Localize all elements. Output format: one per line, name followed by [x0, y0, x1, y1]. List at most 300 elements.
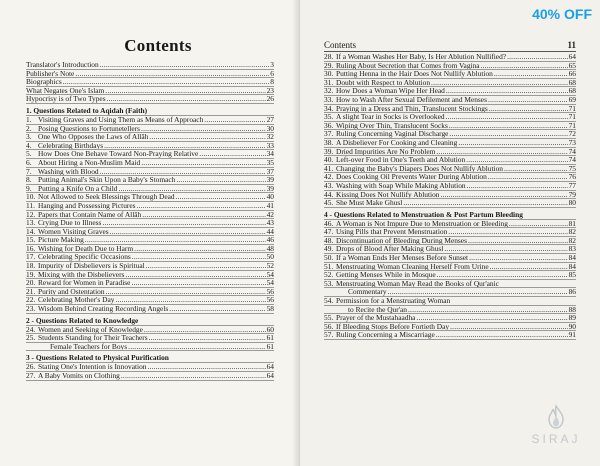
toc-leader-dots — [132, 253, 266, 261]
toc-entry-title: Praying in a Dress and Thin, Translucent Stockings — [336, 104, 488, 113]
toc-entry-label — [324, 113, 445, 121]
toc-entry-label — [26, 70, 74, 78]
toc-entry-label — [324, 314, 415, 322]
toc-leader-dots — [509, 220, 568, 228]
toc-entry-number: 28. — [324, 53, 334, 61]
toc-leader-dots — [144, 326, 266, 334]
toc-entry-page: 69 — [568, 94, 576, 104]
toc-leader-dots — [176, 193, 266, 201]
toc-entry-label — [26, 228, 109, 236]
logo-wordmark: SIRAJ — [531, 432, 581, 446]
toc-entry — [26, 168, 274, 177]
toc-entry-title: A Disbeliever For Cooking and Cleaning — [336, 138, 458, 147]
toc-entry-page: 27 — [266, 114, 274, 124]
toc-entry — [26, 142, 274, 151]
toc-entry-page: 73 — [568, 137, 576, 147]
toc-entry — [324, 156, 576, 165]
toc-entry-label — [26, 343, 127, 351]
toc-entry-title: Celebrating Specific Occasions — [38, 253, 131, 262]
toc-entry-title: Using Pills that Prevent Menstruation — [336, 228, 448, 236]
toc-entry-page: 80 — [568, 198, 576, 208]
toc-entry-page: 42 — [266, 209, 274, 219]
toc-entry-label — [324, 306, 407, 314]
toc-entry-title: Mixing with the Disbelievers — [38, 270, 125, 279]
toc-entry — [26, 125, 274, 134]
toc-entry-label — [26, 372, 120, 380]
toc-leader-dots — [436, 148, 567, 156]
toc-entry-number: 2. — [26, 124, 32, 133]
toc-entry-number: 4. — [26, 141, 32, 150]
toc-leader-dots — [449, 130, 567, 138]
toc-leader-dots — [142, 211, 265, 219]
toc-entry — [26, 236, 274, 245]
toc-entry — [26, 87, 274, 96]
toc-entry — [324, 254, 576, 263]
toc-entry-number: 55. — [324, 314, 334, 322]
toc-entry-number: 56. — [324, 322, 334, 331]
toc-entry — [26, 150, 274, 159]
toc-entry-title: Drops of Blood After Making Ghusl — [336, 245, 444, 254]
toc-entry — [26, 202, 274, 211]
toc-entry-page: 65 — [568, 60, 576, 70]
toc-entry — [324, 79, 576, 88]
toc-leader-dots — [121, 372, 266, 380]
toc-entry-title: Posing Questions to Fortunetellers — [38, 124, 141, 133]
toc-entry-page: 32 — [266, 132, 274, 142]
toc-entry-title: Wishing for Death Due to Harm — [38, 244, 134, 253]
toc-entry — [324, 288, 576, 297]
toc-entry-number: 24. — [26, 325, 36, 334]
toc-entry — [26, 219, 274, 228]
toc-entry-number: 47. — [324, 228, 334, 236]
toc-entry-label — [26, 296, 114, 304]
toc-entry-label — [324, 87, 445, 95]
toc-entry-title: Doubt with Respect to Ablution — [336, 78, 431, 87]
toc-entry-label — [324, 228, 447, 236]
toc-entry-label — [26, 87, 104, 95]
toc-entry-page: 85 — [568, 270, 576, 280]
toc-entry-label — [324, 280, 499, 288]
toc-entry-title: Ruling Concerning a Miscarriage — [336, 331, 435, 339]
toc-entry-title: to Recite the Qur'an — [348, 305, 407, 314]
toc-leader-dots — [436, 331, 568, 339]
toc-entry — [324, 105, 576, 114]
toc-entry-title: Hanging and Possessing Pictures — [38, 201, 136, 210]
toc-entry — [26, 95, 274, 104]
toc-entry-page: 82 — [568, 235, 576, 245]
toc-entry-title: Reward for Women in Paradise — [38, 279, 131, 287]
toc-entry-page: 43 — [266, 218, 274, 228]
toc-entry-title: Does Cooking Oil Prevents Water During Ablution — [336, 173, 487, 181]
toc-entry — [324, 314, 576, 323]
section-heading: 1. Questions Related to Aqidah (Faith) — [26, 107, 274, 116]
toc-leader-dots — [141, 159, 265, 167]
toc-entry-number: 15. — [26, 236, 36, 244]
toc-entry-label — [324, 245, 443, 253]
toc-entry-number: 16. — [26, 244, 36, 253]
toc-entry-number: 10. — [26, 193, 36, 201]
toc-entry-title: Visiting Graves and Using Them as Means of Approach — [38, 115, 204, 124]
toc-leader-dots — [408, 306, 568, 314]
toc-entry-page: 71 — [568, 120, 576, 130]
toc-entry-label — [26, 142, 103, 150]
toc-entry-page: 72 — [568, 129, 576, 139]
toc-entry-number: 30. — [324, 70, 334, 78]
toc-entry-label — [26, 288, 105, 296]
toc-entry-label — [26, 78, 62, 86]
toc-entry-page: 35 — [266, 157, 274, 167]
toc-leader-dots — [115, 296, 265, 304]
toc-entry-title: Papers that Contain Name of Allāh — [38, 210, 142, 219]
toc-entry-label — [324, 323, 449, 331]
toc-entry-label — [324, 297, 450, 305]
toc-entry — [26, 159, 274, 168]
toc-entry-title: Publisher's Note — [26, 69, 75, 78]
toc-entry-title: About Hiring a Non-Muslim Maid — [38, 158, 141, 167]
toc-entry-number: 1. — [26, 115, 32, 124]
toc-entry-number: 32. — [324, 87, 334, 95]
toc-entry-title: Students Standing for Their Teachers — [38, 334, 148, 342]
toc-leader-dots — [488, 96, 568, 104]
toc-entry-title: Menstruating Woman May Read the Books of Qur'anic — [336, 279, 499, 288]
toc-entry-title: Wiping Over Thin, Translucent Socks — [336, 121, 448, 130]
toc-entry — [324, 228, 576, 237]
toc-entry-label — [324, 105, 488, 113]
toc-entry-title: How Does a Woman Wipe Her Head — [336, 87, 445, 95]
toc-entry-title: Washing with Soap While Making Ablution — [336, 181, 466, 190]
toc-entry-page: 86 — [568, 287, 576, 297]
toc-leader-dots — [110, 228, 266, 236]
toc-entry — [324, 70, 576, 79]
toc-entry-label — [324, 199, 402, 207]
toc-entry-label — [324, 79, 430, 87]
toc-entry-title: Prayer of the Mustahaadha — [336, 314, 416, 322]
toc-entry-label — [324, 191, 439, 199]
toc-entry-page: 6 — [270, 68, 274, 78]
toc-entry-number: 20. — [26, 279, 36, 287]
toc-entry-number: 17. — [26, 253, 36, 262]
toc-entry-page: 90 — [568, 321, 576, 331]
toc-entry — [324, 199, 576, 208]
toc-entry — [26, 271, 274, 280]
toc-leader-dots — [444, 245, 567, 253]
toc-leader-dots — [440, 191, 567, 199]
toc-entry-number: 39. — [324, 147, 334, 156]
toc-entry-label — [26, 202, 136, 210]
toc-entry — [324, 331, 576, 340]
toc-entry-label — [324, 263, 489, 271]
toc-leader-dots — [437, 271, 568, 279]
toc-entry — [324, 245, 576, 254]
toc-entry-label — [26, 61, 99, 69]
toc-entry-number: 52. — [324, 271, 334, 279]
toc-entry-page: 54 — [266, 278, 274, 288]
toc-entry — [324, 148, 576, 157]
toc-leader-dots — [134, 245, 265, 253]
toc-entry-label — [324, 237, 467, 245]
toc-entry-page: 33 — [266, 140, 274, 150]
toc-entry-page: 75 — [568, 163, 576, 173]
toc-entry — [26, 185, 274, 194]
toc-leader-dots — [403, 199, 567, 207]
toc-entry-number: 34. — [324, 104, 334, 113]
toc-entry-page: 46 — [266, 235, 274, 245]
toc-entry-page: 76 — [568, 172, 576, 182]
toc-entry-number: 49. — [324, 245, 334, 254]
section-heading: 3 - Questions Related to Physical Purification — [26, 354, 274, 363]
toc-leader-dots — [481, 62, 568, 70]
toc-leader-dots — [100, 168, 266, 176]
toc-entry-page: 84 — [568, 261, 576, 271]
toc-entry-title: Kissing Does Not Nullify Ablution — [336, 190, 440, 199]
toc-leader-dots — [104, 142, 266, 150]
toc-entry-label — [26, 211, 141, 219]
toc-entry — [26, 279, 274, 288]
toc-leader-dots — [204, 116, 265, 124]
toc-entry-title: A Baby Vomits on Clothing — [38, 372, 120, 380]
toc-entry — [324, 173, 576, 182]
toc-entry-title: Putting Henna in the Hair Does Not Nullify Ablution — [336, 70, 493, 78]
toc-leader-dots — [469, 254, 568, 262]
toc-entry-number: 40. — [324, 156, 334, 164]
toc-leader-dots — [388, 288, 568, 296]
toc-entry-title: Dried Impurities Are No Problem — [336, 147, 436, 156]
toc-entry-page: 81 — [568, 218, 576, 228]
toc-entry-title: She Must Make Ghusl — [336, 199, 403, 207]
toc-entry-number: 50. — [324, 254, 334, 262]
toc-leader-dots — [131, 279, 265, 287]
toc-entry-page: 41 — [266, 200, 274, 210]
toc-entry — [324, 87, 576, 96]
toc-entry-label — [324, 148, 435, 156]
toc-entry-label — [324, 182, 466, 190]
toc-entry-label — [26, 262, 145, 270]
toc-entry-number: 11. — [26, 201, 35, 210]
toc-entry-number: 8. — [26, 176, 32, 184]
toc-entry-page: 48 — [266, 243, 274, 253]
running-header-page: 11 — [567, 40, 576, 50]
toc-leader-dots — [125, 271, 265, 279]
toc-entry-number: 3. — [26, 133, 32, 141]
toc-entry-number: 26. — [26, 363, 36, 371]
toc-entry-label — [26, 279, 130, 287]
toc-entry-page: 3 — [270, 60, 274, 69]
toc-entry-title: A slight Tear in Socks is Overlooked — [336, 113, 445, 121]
toc-entry-page: 71 — [568, 103, 576, 113]
toc-entry-title: Biographics — [26, 78, 62, 86]
toc-leader-dots — [176, 176, 265, 184]
toc-entry-page: 83 — [568, 244, 576, 254]
toc-entry-title: Getting Menses While in Mosque — [336, 271, 436, 279]
right-page — [300, 0, 600, 466]
toc-entry-number: 22. — [26, 296, 36, 305]
toc-leader-dots — [468, 237, 568, 245]
toc-entry-label — [26, 168, 99, 176]
toc-entry-title: Crying Due to Illness — [38, 219, 102, 227]
toc-entry-label — [26, 363, 147, 371]
toc-entry-page: 54 — [266, 269, 274, 279]
toc-entry-title: A Woman is Not Impure Due to Menstruation or Bleeding — [336, 219, 508, 228]
toc-leader-dots — [199, 150, 265, 158]
toc-entry-page: 82 — [568, 227, 576, 237]
toc-entry-page: 40 — [266, 192, 274, 202]
toc-entry-label — [26, 326, 143, 334]
toc-entry — [26, 363, 274, 372]
toc-entry-label — [324, 96, 487, 104]
toc-entry — [324, 165, 576, 174]
toc-entry-number: 5. — [26, 150, 32, 158]
toc-entry-label — [324, 331, 435, 339]
toc-entry-number: 18. — [26, 262, 36, 270]
toc-entry-number: 43. — [324, 181, 334, 190]
toc-entry-page: 77 — [568, 180, 576, 190]
toc-entry-label — [324, 288, 387, 296]
toc-entry-page: 68 — [568, 86, 576, 96]
toc-entry-number: 7. — [26, 167, 32, 176]
toc-entry-label — [324, 53, 506, 61]
toc-entry-page: 26 — [266, 94, 274, 104]
toc-entry — [324, 113, 576, 122]
toc-entry-title: Hypocrisy is of Two Types — [26, 95, 106, 103]
toc-entry-number: 41. — [324, 164, 334, 173]
toc-entry-title: Wisdom Behind Creating Recording Angels — [38, 305, 169, 313]
toc-leader-dots — [106, 288, 266, 296]
toc-entry — [26, 253, 274, 262]
toc-entry — [324, 323, 576, 332]
toc-leader-dots — [446, 113, 568, 121]
toc-leader-dots — [146, 262, 266, 270]
toc-leader-dots — [107, 95, 266, 103]
toc-entry — [26, 262, 274, 271]
toc-entry-number: 6. — [26, 158, 32, 167]
toc-entry-page: 58 — [266, 304, 274, 314]
toc-entry-title: Female Teachers for Boys — [50, 342, 128, 351]
toc-entry-page: 23 — [266, 85, 274, 95]
section-heading: 4 - Questions Related to Menstruation & Post Partum Bleeding — [324, 211, 576, 220]
toc-entry-number: 54. — [324, 297, 334, 305]
toc-entry-title: Picture Making — [38, 236, 84, 244]
toc-leader-dots — [118, 185, 265, 193]
left-toc — [26, 61, 274, 381]
toc-leader-dots — [148, 363, 266, 371]
toc-entry — [26, 245, 274, 254]
toc-entry — [324, 220, 576, 229]
toc-leader-dots — [494, 70, 568, 78]
toc-leader-dots — [490, 263, 568, 271]
toc-leader-dots — [169, 305, 265, 313]
toc-leader-dots — [466, 156, 567, 164]
toc-leader-dots — [85, 236, 266, 244]
toc-entry — [26, 305, 274, 314]
toc-entry-number: 57. — [324, 331, 334, 339]
toc-entry-page: 89 — [568, 313, 576, 323]
toc-entry-page: 37 — [266, 166, 274, 176]
toc-entry-page: 39 — [266, 175, 274, 185]
toc-entry — [26, 334, 274, 343]
flame-icon — [543, 404, 569, 430]
toc-leader-dots — [504, 165, 568, 173]
toc-entry-page: 61 — [266, 333, 274, 343]
toc-entry-title: Permission for a Menstruating Woman — [336, 297, 451, 305]
toc-entry-label — [26, 176, 175, 184]
toc-entry-label — [26, 236, 84, 244]
toc-entry-number: 21. — [26, 287, 36, 296]
toc-entry-title: Ruling Concerning Vaginal Discharge — [336, 130, 449, 138]
toc-entry-page: 64 — [568, 52, 576, 61]
toc-leader-dots — [467, 182, 568, 190]
toc-entry — [26, 61, 274, 70]
toc-entry-label — [324, 220, 508, 228]
toc-entry-number: 42. — [324, 173, 334, 181]
toc-entry-title: If Bleeding Stops Before Fortieth Day — [336, 322, 450, 331]
toc-entry-label — [324, 156, 465, 164]
toc-leader-dots — [63, 78, 270, 86]
toc-entry-title: How Does One Behave Toward Non-Praying Relative — [38, 150, 199, 158]
toc-entry-number: 46. — [324, 219, 334, 228]
right-toc — [324, 53, 576, 340]
toc-entry — [26, 211, 274, 220]
toc-entry-label — [26, 193, 175, 201]
toc-entry-label — [324, 139, 457, 147]
toc-entry — [324, 62, 576, 71]
toc-leader-dots — [102, 219, 265, 227]
toc-entry-page: 34 — [266, 149, 274, 159]
toc-entry-number: 31. — [324, 78, 334, 87]
toc-leader-dots — [458, 139, 567, 147]
toc-entry-title: Ruling About Secretion that Comes from Vagina — [336, 61, 480, 70]
toc-entry-title: Washing with Blood — [38, 167, 99, 176]
toc-leader-dots — [489, 105, 568, 113]
toc-entry-number: 37. — [324, 130, 334, 138]
toc-entry-number: 38. — [324, 138, 334, 147]
toc-entry-page: 52 — [266, 261, 274, 271]
toc-entry-label — [324, 70, 493, 78]
toc-entry — [324, 130, 576, 139]
toc-entry-label — [26, 245, 133, 253]
toc-entry-title: Commentary — [348, 288, 387, 297]
toc-entry-page: 56 — [266, 295, 274, 305]
toc-entry — [26, 78, 274, 87]
toc-entry — [26, 326, 274, 335]
toc-entry-page: 39 — [266, 183, 274, 193]
toc-entry-number: 51. — [324, 262, 334, 271]
toc-leader-dots — [448, 228, 567, 236]
toc-leader-dots — [450, 323, 568, 331]
toc-entry-title: Women and Seeking of Knowledge — [38, 325, 143, 334]
toc-entry — [324, 280, 576, 289]
toc-entry — [324, 139, 576, 148]
toc-entry — [26, 372, 274, 381]
toc-entry-title: Stating One's Intention is Innovation — [38, 363, 147, 371]
toc-entry-number: 35. — [324, 113, 334, 121]
toc-leader-dots — [128, 343, 265, 351]
toc-entry — [26, 343, 274, 352]
toc-entry-title: Women Visiting Graves — [38, 227, 109, 236]
toc-entry — [324, 237, 576, 246]
toc-leader-dots — [431, 79, 568, 87]
toc-entry-page: 64 — [266, 362, 274, 372]
toc-entry-page: 44 — [266, 226, 274, 236]
toc-entry-page: 61 — [266, 341, 274, 351]
toc-entry-page: 74 — [568, 146, 576, 156]
toc-entry-number: 33. — [324, 95, 334, 104]
toc-entry — [324, 306, 576, 315]
toc-entry — [26, 133, 274, 142]
toc-entry-title: Celebrating Mother's Day — [38, 296, 115, 305]
toc-entry-title: How to Wash After Sexual Defilement and Menses — [336, 95, 487, 104]
toc-leader-dots — [105, 87, 265, 95]
toc-entry-page: 60 — [266, 324, 274, 334]
